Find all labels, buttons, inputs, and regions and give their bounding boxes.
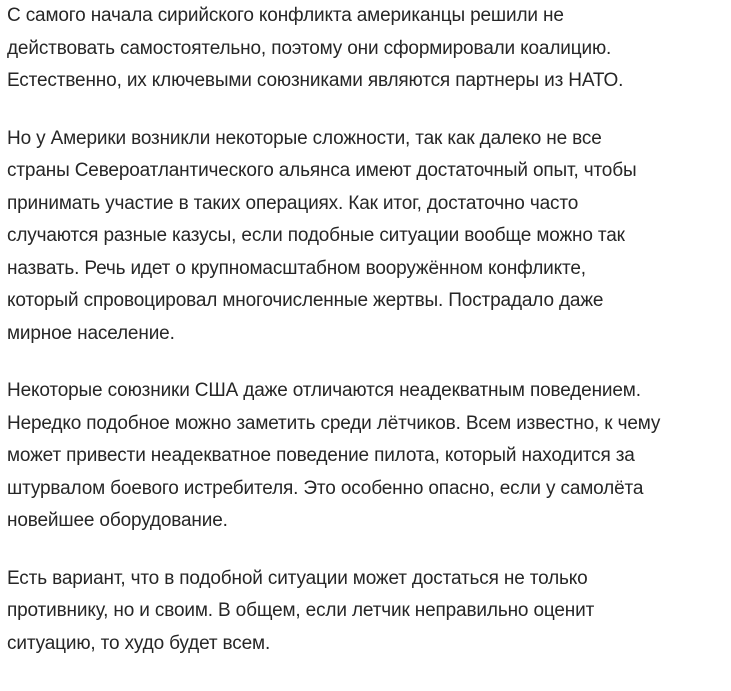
text-line: ситуацию, то худо будет всем.	[7, 632, 271, 654]
text-line: который спровоцировал многочисленные жертвы. Пострадало даже	[7, 290, 604, 311]
text-line: Нередко подобное можно заметить среди лётчиков. Всем известно, к чему	[7, 412, 661, 434]
text-line: действовать самостоятельно, поэтому они сформировали коалицию.	[7, 37, 612, 59]
text-line: случаются разные казусы, если подобные ситуации вообще можно так	[7, 225, 625, 246]
text-line: новейшее оборудование.	[7, 510, 228, 531]
text-line: принимать участие в таких операциях. Как итог, достаточно часто	[7, 192, 579, 214]
text-line: назвать. Речь идет о крупномасштабном вооружённом конфликте,	[7, 257, 586, 279]
text-line: может привести неадекватное поведение пилота, который находится за	[7, 445, 635, 466]
text-line: штурвалом боевого истребителя. Это особенно опасно, если у самолёта	[7, 477, 644, 499]
paragraph-1	[7, 0, 729, 98]
text-line: Но у Америки возникли некоторые сложности, так как далеко не все	[7, 127, 602, 149]
paragraph-2	[7, 123, 729, 351]
text-line: Естественно, их ключевыми союзниками являются партнеры из НАТО.	[7, 70, 624, 91]
text-line: мирное население.	[7, 322, 175, 344]
paragraph-4	[7, 563, 729, 661]
article-body	[7, 0, 729, 660]
text-line: противнику, но и своим. В общем, если летчик неправильно оценит	[7, 600, 595, 621]
text-line: Некоторые союзники США даже отличаются неадекватным поведением.	[7, 380, 641, 401]
paragraph-3	[7, 375, 729, 538]
text-line: С самого начала сирийского конфликта американцы решили не	[7, 5, 564, 26]
text-line: Есть вариант, что в подобной ситуации может достаться не только	[7, 567, 588, 589]
text-line: страны Североатлантического альянса имеют достаточный опыт, чтобы	[7, 160, 637, 181]
